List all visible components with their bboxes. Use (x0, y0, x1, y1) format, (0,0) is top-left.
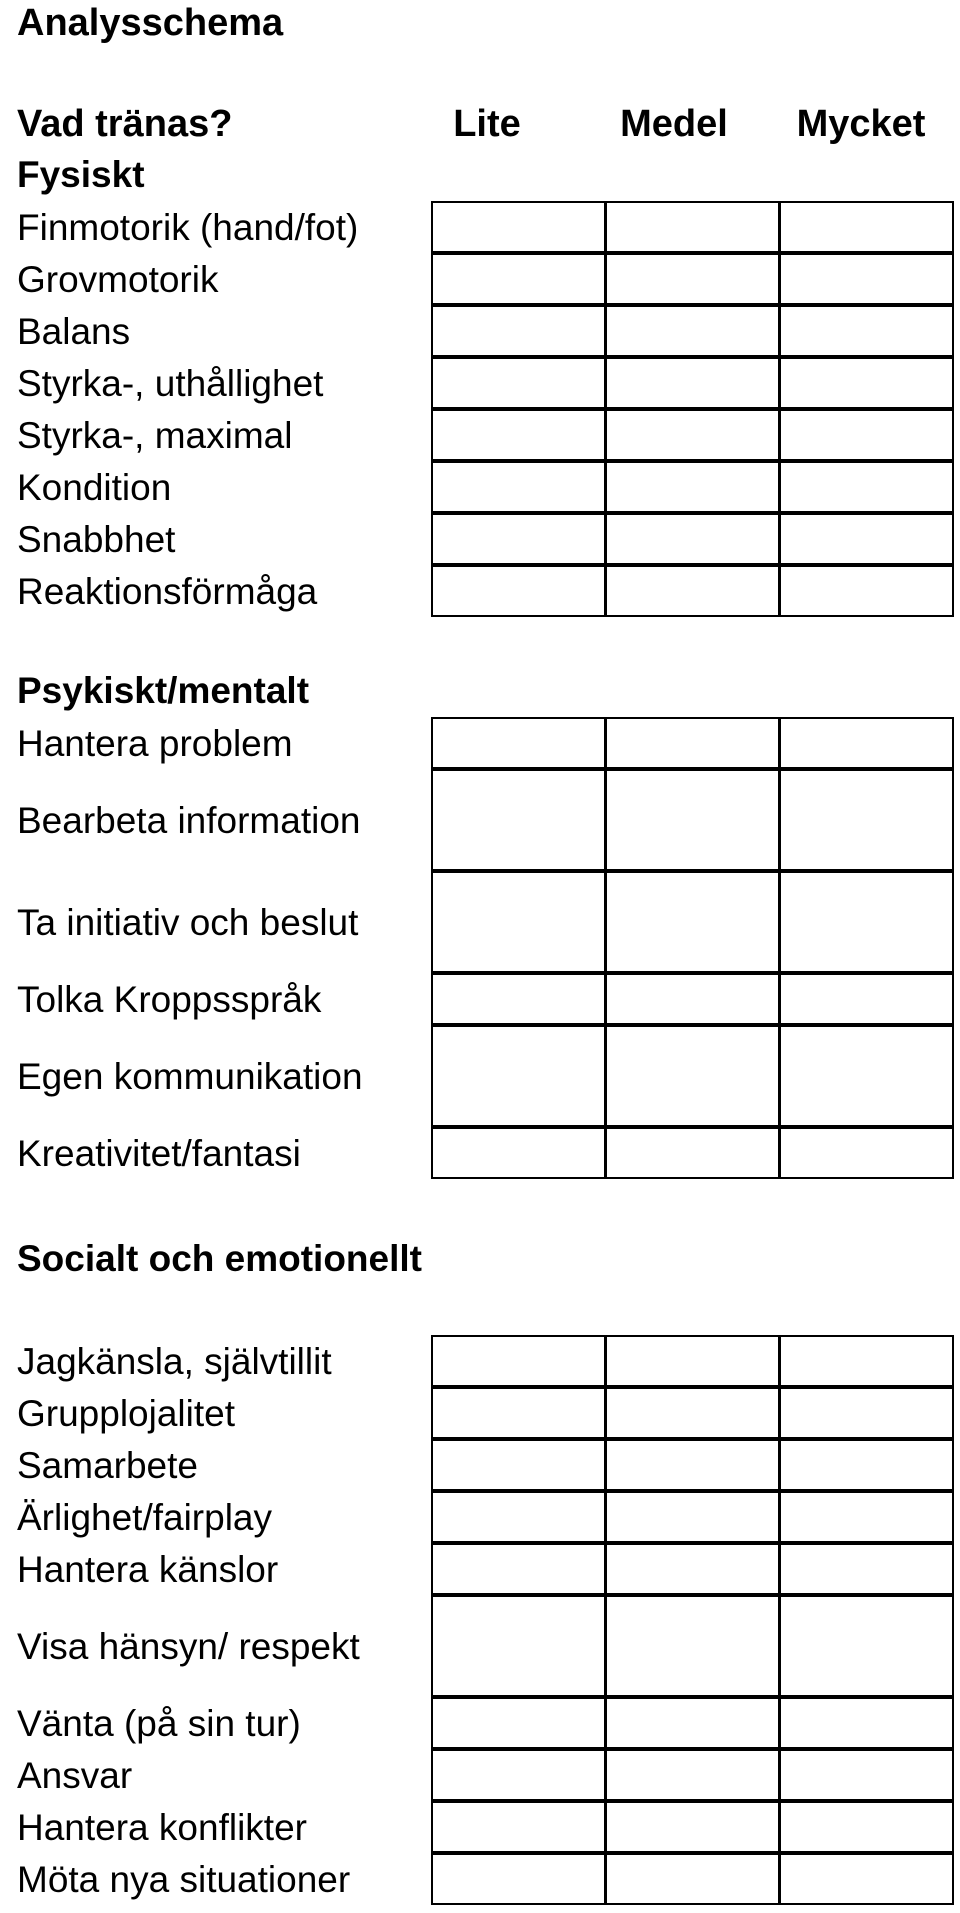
rating-cell-medel[interactable] (605, 1025, 780, 1127)
rating-cell-mycket[interactable] (779, 513, 954, 565)
rating-cell-medel[interactable] (605, 201, 780, 253)
rating-cell-lite[interactable] (431, 1749, 606, 1801)
rating-cell-lite[interactable] (431, 1697, 606, 1749)
rating-cell-lite[interactable] (431, 201, 606, 253)
row-label: Vänta (på sin tur) (17, 1703, 301, 1744)
rating-cell-medel[interactable] (605, 717, 780, 769)
rating-cell-mycket[interactable] (779, 717, 954, 769)
row-label: Bearbeta information (17, 800, 361, 841)
rating-cell-lite[interactable] (431, 973, 606, 1025)
row-label: Visa hänsyn/ respekt (17, 1626, 360, 1667)
rating-cell-mycket[interactable] (779, 1491, 954, 1543)
rating-cell-medel[interactable] (605, 1697, 780, 1749)
rating-cell-lite[interactable] (431, 1387, 606, 1439)
rating-cell-mycket[interactable] (779, 973, 954, 1025)
rating-cell-medel[interactable] (605, 409, 780, 461)
rating-cell-mycket[interactable] (779, 461, 954, 513)
column-header-lite: Lite (453, 103, 521, 145)
rating-cell-medel[interactable] (605, 1491, 780, 1543)
column-header-mycket: Mycket (796, 103, 926, 145)
section-heading-fysiskt: Fysiskt (17, 154, 145, 195)
rating-cell-mycket[interactable] (779, 1127, 954, 1179)
rating-cell-medel[interactable] (605, 1801, 780, 1853)
rating-cell-lite[interactable] (431, 513, 606, 565)
rating-cell-lite[interactable] (431, 565, 606, 617)
rating-cell-medel[interactable] (605, 1127, 780, 1179)
rating-cell-medel[interactable] (605, 769, 780, 871)
rating-cell-mycket[interactable] (779, 253, 954, 305)
rating-cell-mycket[interactable] (779, 201, 954, 253)
rating-cell-medel[interactable] (605, 1335, 780, 1387)
rating-cell-lite[interactable] (431, 253, 606, 305)
rating-cell-medel[interactable] (605, 1439, 780, 1491)
section-heading-psykiskt: Psykiskt/mentalt (17, 670, 310, 711)
section-socialt (0, 1336, 960, 1906)
row-label: Ta initiativ och beslut (17, 902, 359, 943)
rating-cell-medel[interactable] (605, 871, 780, 973)
section-heading-socialt: Socialt och emotionellt (17, 1238, 422, 1279)
rating-cell-mycket[interactable] (779, 1697, 954, 1749)
question-header: Vad tränas? (17, 103, 233, 145)
rating-cell-lite[interactable] (431, 409, 606, 461)
rating-cell-mycket[interactable] (779, 1801, 954, 1853)
rating-cell-lite[interactable] (431, 305, 606, 357)
row-label: Jagkänsla, självtillit (17, 1341, 332, 1382)
rating-cell-mycket[interactable] (779, 1439, 954, 1491)
row-label: Styrka-, maximal (17, 415, 293, 456)
row-label: Grovmotorik (17, 259, 219, 300)
row-label: Grupplojalitet (17, 1393, 236, 1434)
section-psykiskt (0, 718, 960, 1180)
row-label: Hantera känslor (17, 1549, 279, 1590)
rating-cell-mycket[interactable] (779, 305, 954, 357)
row-label: Egen kommunikation (17, 1056, 363, 1097)
rating-cell-mycket[interactable] (779, 871, 954, 973)
row-label: Balans (17, 311, 131, 352)
rating-cell-mycket[interactable] (779, 409, 954, 461)
rating-cell-lite[interactable] (431, 1491, 606, 1543)
rating-cell-mycket[interactable] (779, 565, 954, 617)
rating-cell-mycket[interactable] (779, 1025, 954, 1127)
row-label: Styrka-, uthållighet (17, 363, 324, 404)
row-label: Möta nya situationer (17, 1859, 351, 1900)
rating-cell-medel[interactable] (605, 253, 780, 305)
rating-cell-medel[interactable] (605, 513, 780, 565)
rating-cell-medel[interactable] (605, 1853, 780, 1905)
rating-cell-mycket[interactable] (779, 769, 954, 871)
row-label: Ansvar (17, 1755, 133, 1796)
row-label: Tolka Kroppsspråk (17, 979, 322, 1020)
rating-cell-lite[interactable] (431, 1801, 606, 1853)
rating-cell-medel[interactable] (605, 305, 780, 357)
rating-cell-medel[interactable] (605, 1387, 780, 1439)
rating-cell-mycket[interactable] (779, 357, 954, 409)
rating-cell-lite[interactable] (431, 357, 606, 409)
rating-cell-lite[interactable] (431, 1853, 606, 1905)
rating-cell-medel[interactable] (605, 1595, 780, 1697)
rating-cell-mycket[interactable] (779, 1749, 954, 1801)
rating-cell-medel[interactable] (605, 357, 780, 409)
rating-cell-medel[interactable] (605, 1543, 780, 1595)
row-label: Samarbete (17, 1445, 198, 1486)
rating-cell-lite[interactable] (431, 1025, 606, 1127)
rating-cell-lite[interactable] (431, 871, 606, 973)
section-fysiskt (0, 202, 960, 618)
row-label: Finmotorik (hand/fot) (17, 207, 359, 248)
rating-cell-lite[interactable] (431, 1439, 606, 1491)
rating-cell-medel[interactable] (605, 461, 780, 513)
row-label: Reaktionsförmåga (17, 571, 318, 612)
rating-cell-lite[interactable] (431, 1543, 606, 1595)
rating-cell-mycket[interactable] (779, 1853, 954, 1905)
row-label: Snabbhet (17, 519, 176, 560)
rating-cell-medel[interactable] (605, 1749, 780, 1801)
rating-cell-mycket[interactable] (779, 1387, 954, 1439)
page-title: Analysschema (17, 2, 284, 44)
rating-cell-mycket[interactable] (779, 1595, 954, 1697)
row-label: Hantera konflikter (17, 1807, 307, 1848)
rating-cell-mycket[interactable] (779, 1335, 954, 1387)
rating-cell-lite[interactable] (431, 769, 606, 871)
rating-cell-lite[interactable] (431, 1127, 606, 1179)
row-label: Hantera problem (17, 723, 293, 764)
row-label: Kondition (17, 467, 172, 508)
column-header-medel: Medel (620, 103, 728, 145)
row-label: Ärlighet/fairplay (17, 1497, 273, 1538)
rating-cell-medel[interactable] (605, 565, 780, 617)
rating-cell-medel[interactable] (605, 973, 780, 1025)
rating-cell-lite[interactable] (431, 717, 606, 769)
rating-cell-mycket[interactable] (779, 1543, 954, 1595)
rating-cell-lite[interactable] (431, 1595, 606, 1697)
rating-cell-lite[interactable] (431, 461, 606, 513)
rating-cell-lite[interactable] (431, 1335, 606, 1387)
row-label: Kreativitet/fantasi (17, 1133, 301, 1174)
